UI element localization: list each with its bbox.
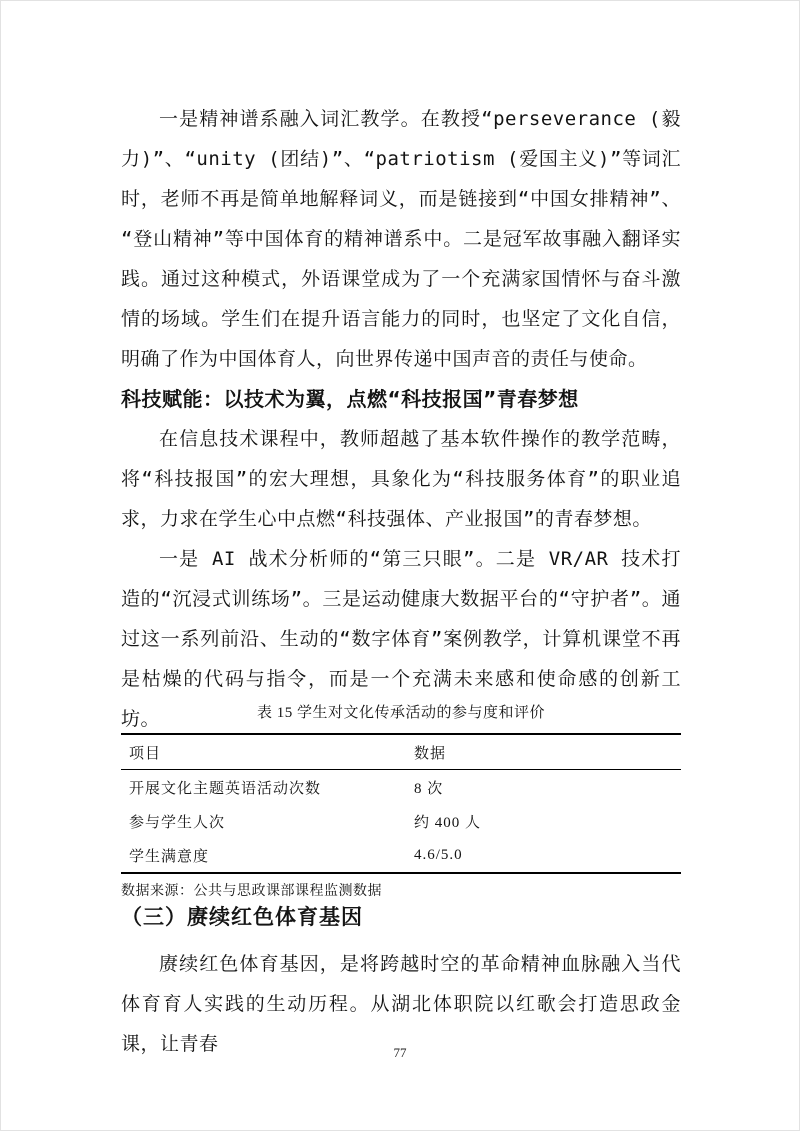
participation-table (121, 733, 681, 874)
table-caption: 表 15 学生对文化传承活动的参与度和评价 (256, 705, 545, 721)
table-cell: 约 400 人 (414, 815, 482, 831)
table-cell: 8 次 (414, 781, 444, 797)
table-row (121, 770, 681, 805)
table-cell: 学生满意度 (129, 849, 210, 865)
column-header-data: 数据 (406, 734, 681, 770)
paragraph-red-gene: 赓续红色体育基因，是将跨越时空的革命精神血脉融入当代体育育人实践的生动历程。从湖北体职院以红歌会打造思政金课，让青春 (121, 953, 681, 1055)
column-header-item: 项目 (121, 734, 406, 770)
table-block (121, 701, 681, 902)
paragraph-ai-vr-cases: 一是 AI 战术分析师的“第三只眼”。二是 VR/AR 技术打造的“沉浸式训练场”。三是运动健康大数据平台的“守护者”。通过这一系列前沿、生动的“数字体育”案例教学，计算机课堂不再是枯燥的代码与指令，而是一个充满未来感和使命感的创新工坊。 (121, 548, 681, 730)
section-block (121, 896, 681, 1064)
paragraph-it-course: 在信息技术课程中，教师超越了基本软件操作的教学范畴，将“科技报国”的宏大理想，具象化为“科技服务体育”的职业追求，力求在学生心中点燃“科技强体、产业报国”的青春梦想。 (121, 428, 681, 530)
table-row (121, 838, 681, 873)
table-cell: 4.6/5.0 (414, 847, 463, 863)
section-heading-red-gene: （三）赓续红色体育基因 (121, 905, 363, 929)
table-cell: 开展文化主题英语活动次数 (129, 781, 322, 797)
body-text-block (121, 99, 681, 739)
table-source-note: 数据来源：公共与思政课部课程监测数据 (121, 884, 382, 899)
heading-tech-empowerment: 科技赋能：以技术为翼，点燃“科技报国”青春梦想 (121, 387, 579, 411)
page-number: 77 (393, 1045, 407, 1060)
table-cell: 参与学生人次 (129, 815, 226, 831)
table-header-row (121, 734, 681, 770)
table-row (121, 804, 681, 838)
paragraph-spirit-vocabulary: 一是精神谱系融入词汇教学。在教授“perseverance (毅力)”、“unity (团结)”、“patriotism (爱国主义)”等词汇时，老师不再是简单地解释词义，而是链接到“中国女排精神”、“登山精神”等中国体育的精神谱系中。二是冠军故事融入翻译实践。通过这种模式，外语课堂成为了一个充满家国情怀与奋斗激情的场域。学生们在提升语言能力的同时，也坚定了文化自信，明确了作为中国体育人，向世界传递中国声音的责任与使命。 (121, 108, 681, 370)
